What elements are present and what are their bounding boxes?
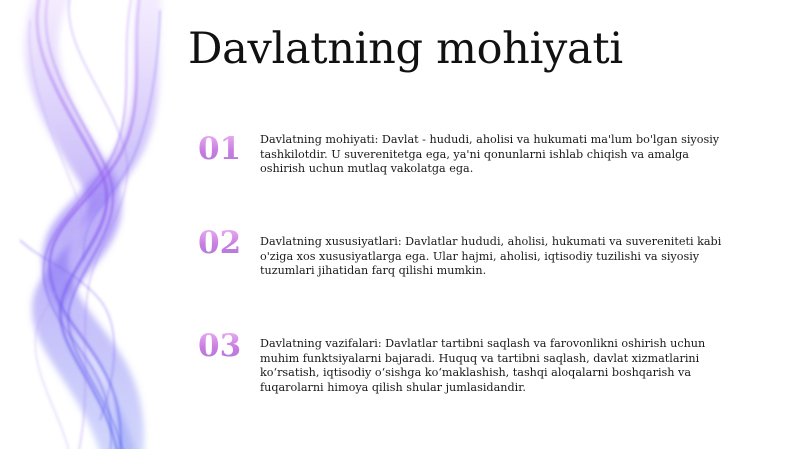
item-text-03: Davlatning vazifalari: Davlatlar tartibni saqlash va farovonlikni oshirish uchun muhim funktsiyalarni bajaradi. Huquq va tartibni saqlash, davlat xizmatlarini ko‘rsatish, iqtisodiy o‘sishga ko‘maklashish, tashqi aloqalarni boshqarish va fuqarolarni himoya qilish shular jumlasidandir. (260, 337, 706, 394)
item-number-02: 02 (198, 225, 258, 261)
item-text-01: Davlatning mohiyati: Davlat - hududi, aholisi va hukumati ma'lum bo'lgan siyosiy tashkilotdir. U suverenitetga ega, ya'ni qonunlarni ishlab chiqish va amalga oshirish uchun mutlaq vakolatga ega. (260, 133, 720, 175)
item-number-03: 03 (198, 328, 258, 364)
item-text-02: Davlatning xususiyatlari: Davlatlar hududi, aholisi, hukumati va suvereniteti kabi o'ziga xos xususiyatlarga ega. Ular hajmi, aholisi, iqtisodiy tuzilishi va siyosiy tuzumlari jihatidan farq qilishi mumkin. (260, 235, 722, 277)
slide-title: Davlatning mohiyati (188, 24, 623, 74)
item-number-01: 01 (198, 131, 258, 167)
purple-smoke-decoration (0, 0, 200, 449)
